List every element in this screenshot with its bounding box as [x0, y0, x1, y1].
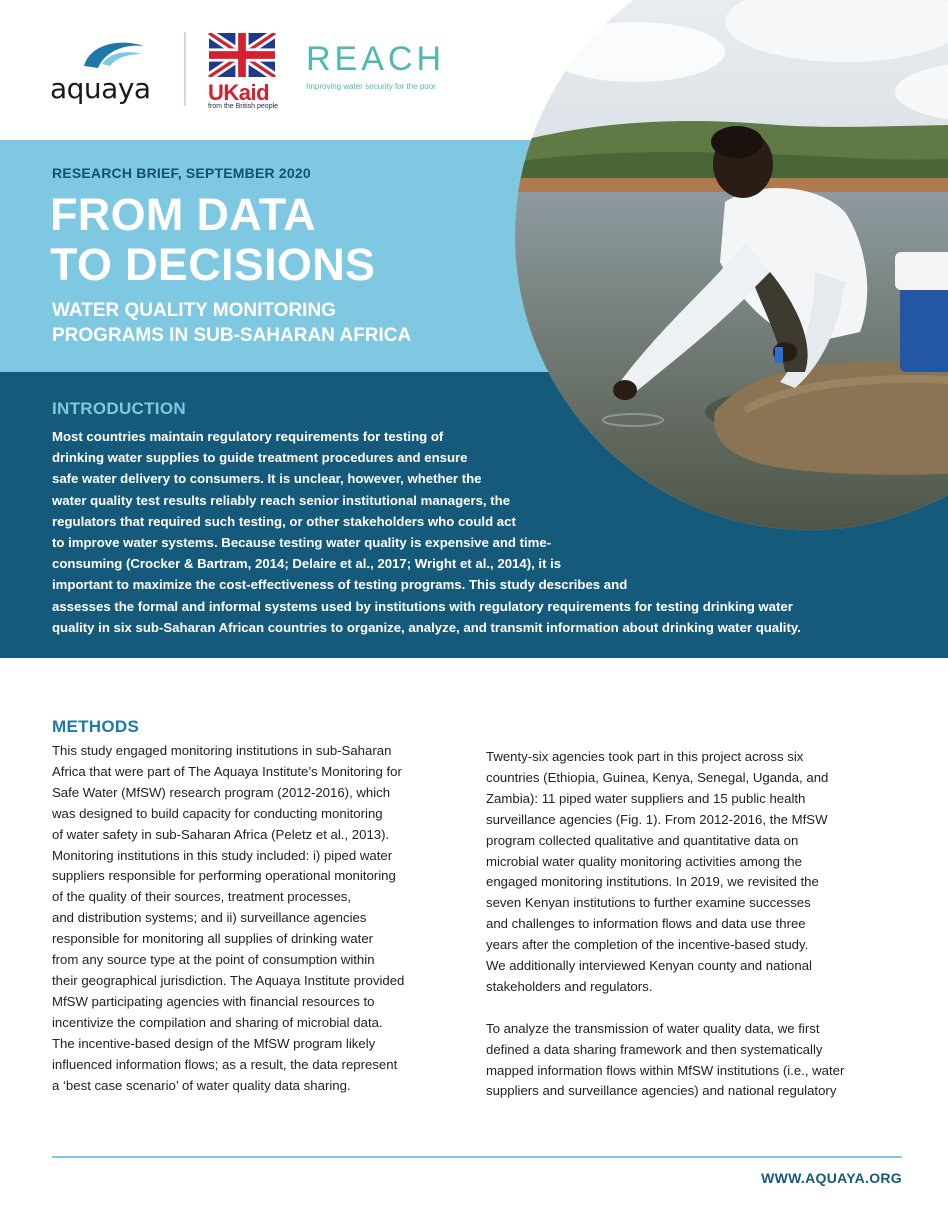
text-line: microbial water quality monitoring activities among the: [486, 853, 802, 869]
text-line: suppliers and surveillance agencies) and national regulatory: [486, 1083, 837, 1099]
text-line: engaged monitoring institutions. In 2019, we revisited the: [486, 874, 819, 890]
text-line: To analyze the transmission of water quality data, we first: [486, 1020, 820, 1036]
text-line: stakeholders and regulators.: [486, 978, 653, 994]
methods-right-column: [486, 747, 906, 1102]
reach-wordmark: REACH: [306, 40, 446, 78]
text-line: MfSW participating agencies with financial resources to: [52, 993, 375, 1009]
text-line: from any source type at the point of consumption within: [52, 952, 375, 968]
text-line: surveillance agencies (Fig. 1). From 2012-2016, the MfSW: [486, 811, 828, 827]
text-line: their geographical jurisdiction. The Aquaya Institute provided: [52, 972, 405, 988]
reach-logo: [306, 42, 445, 91]
introduction-heading: INTRODUCTION: [52, 399, 186, 418]
introduction-paragraph: [52, 426, 872, 638]
text-line: of the quality of their sources, treatment processes,: [52, 889, 352, 905]
footer-divider: [52, 1156, 902, 1158]
text-line: Africa that were part of The Aquaya Institute’s Monitoring for: [52, 763, 402, 779]
page-subtitle: [52, 298, 411, 348]
paragraph-gap: [486, 998, 906, 1019]
subtitle-line: PROGRAMS IN SUB-SAHARAN AFRICA: [52, 325, 412, 346]
text-line: Most countries maintain regulatory requirements for testing of: [52, 429, 444, 444]
text-line: incentivize the compilation and sharing of microbial data.: [52, 1014, 383, 1030]
text-line: The incentive-based design of the MfSW program likely: [52, 1035, 376, 1051]
aquaya-swoosh-icon: [80, 38, 150, 72]
union-jack-icon: [208, 33, 276, 77]
ukaid-tagline: from the British people: [208, 103, 279, 110]
ukaid-logo: [208, 33, 280, 109]
title-line: TO DECISIONS: [50, 239, 376, 290]
text-line: drinking water supplies to guide treatment procedures and ensure: [52, 450, 468, 466]
text-line: influenced information flows; as a result, the data represent: [52, 1056, 398, 1072]
report-label: RESEARCH BRIEF, SEPTEMBER 2020: [52, 165, 311, 181]
text-line: seven Kenyan institutions to further examine successes: [486, 895, 811, 911]
text-line: suppliers responsible for performing operational monitoring: [52, 868, 396, 884]
text-line: Twenty-six agencies took part in this project across six: [486, 749, 804, 764]
logo-divider: [184, 32, 186, 106]
reach-tagline: Improving water security for the poor: [306, 82, 436, 91]
text-line: Monitoring institutions in this study included: i) piped water: [52, 847, 393, 863]
text-line: defined a data sharing framework and then systematically: [486, 1041, 823, 1057]
text-line: mapped information flows within MfSW institutions (i.e., water: [486, 1062, 845, 1078]
website-link[interactable]: WWW.AQUAYA.ORG: [761, 1170, 902, 1186]
text-line: and challenges to information flows and data use three: [486, 916, 806, 932]
text-line: quality in six sub-Saharan African countries to organize, analyze, and transmit information about drinking water quality.: [52, 619, 801, 635]
text-line: Zambia): 11 piped water suppliers and 15 public health: [486, 790, 806, 806]
text-line: of water safety in sub-Saharan Africa (Peletz et al., 2013).: [52, 826, 390, 842]
title-line: FROM DATA: [50, 189, 316, 240]
text-line: years after the completion of the incentive-based study.: [486, 937, 809, 953]
methods-left-column: [52, 741, 462, 1096]
methods-heading: METHODS: [52, 717, 140, 736]
text-line: to improve water systems. Because testing water quality is expensive and time-: [52, 535, 552, 551]
page-title: [50, 190, 375, 290]
text-line: countries (Ethiopia, Guinea, Kenya, Senegal, Uganda, and: [486, 769, 829, 785]
text-line: assesses the formal and informal systems used by institutions with regulatory requirements for testing drinking water: [52, 598, 793, 614]
text-line: This study engaged monitoring institutions in sub-Saharan: [52, 743, 392, 758]
text-line: responsible for monitoring all supplies of drinking water: [52, 931, 374, 947]
aquaya-wordmark: aquaya: [50, 72, 151, 105]
text-line: was designed to build capacity for conducting monitoring: [52, 805, 383, 821]
text-line: Safe Water (MfSW) research program (2012-2016), which: [52, 784, 391, 800]
ukaid-wordmark: UKaid: [208, 80, 270, 105]
text-line: consuming (Crocker & Bartram, 2014; Delaire et al., 2017; Wright et al., 2014), it is: [52, 556, 562, 572]
subtitle-line: WATER QUALITY MONITORING: [52, 300, 336, 321]
text-line: regulators that required such testing, or other stakeholders who could act: [52, 513, 516, 529]
text-line: a ‘best case scenario’ of water quality data sharing.: [52, 1077, 351, 1093]
text-line: safe water delivery to consumers. It is unclear, however, whether the: [52, 471, 482, 487]
text-line: program collected qualitative and quantitative data on: [486, 832, 799, 848]
text-line: water quality test results reliably reach senior institutional managers, the: [52, 492, 511, 508]
text-line: and distribution systems; and ii) surveillance agencies: [52, 910, 367, 926]
text-line: We additionally interviewed Kenyan county and national: [486, 958, 812, 974]
text-line: important to maximize the cost-effectiveness of testing programs. This study describes and: [52, 577, 628, 593]
aquaya-logo: [50, 38, 160, 105]
